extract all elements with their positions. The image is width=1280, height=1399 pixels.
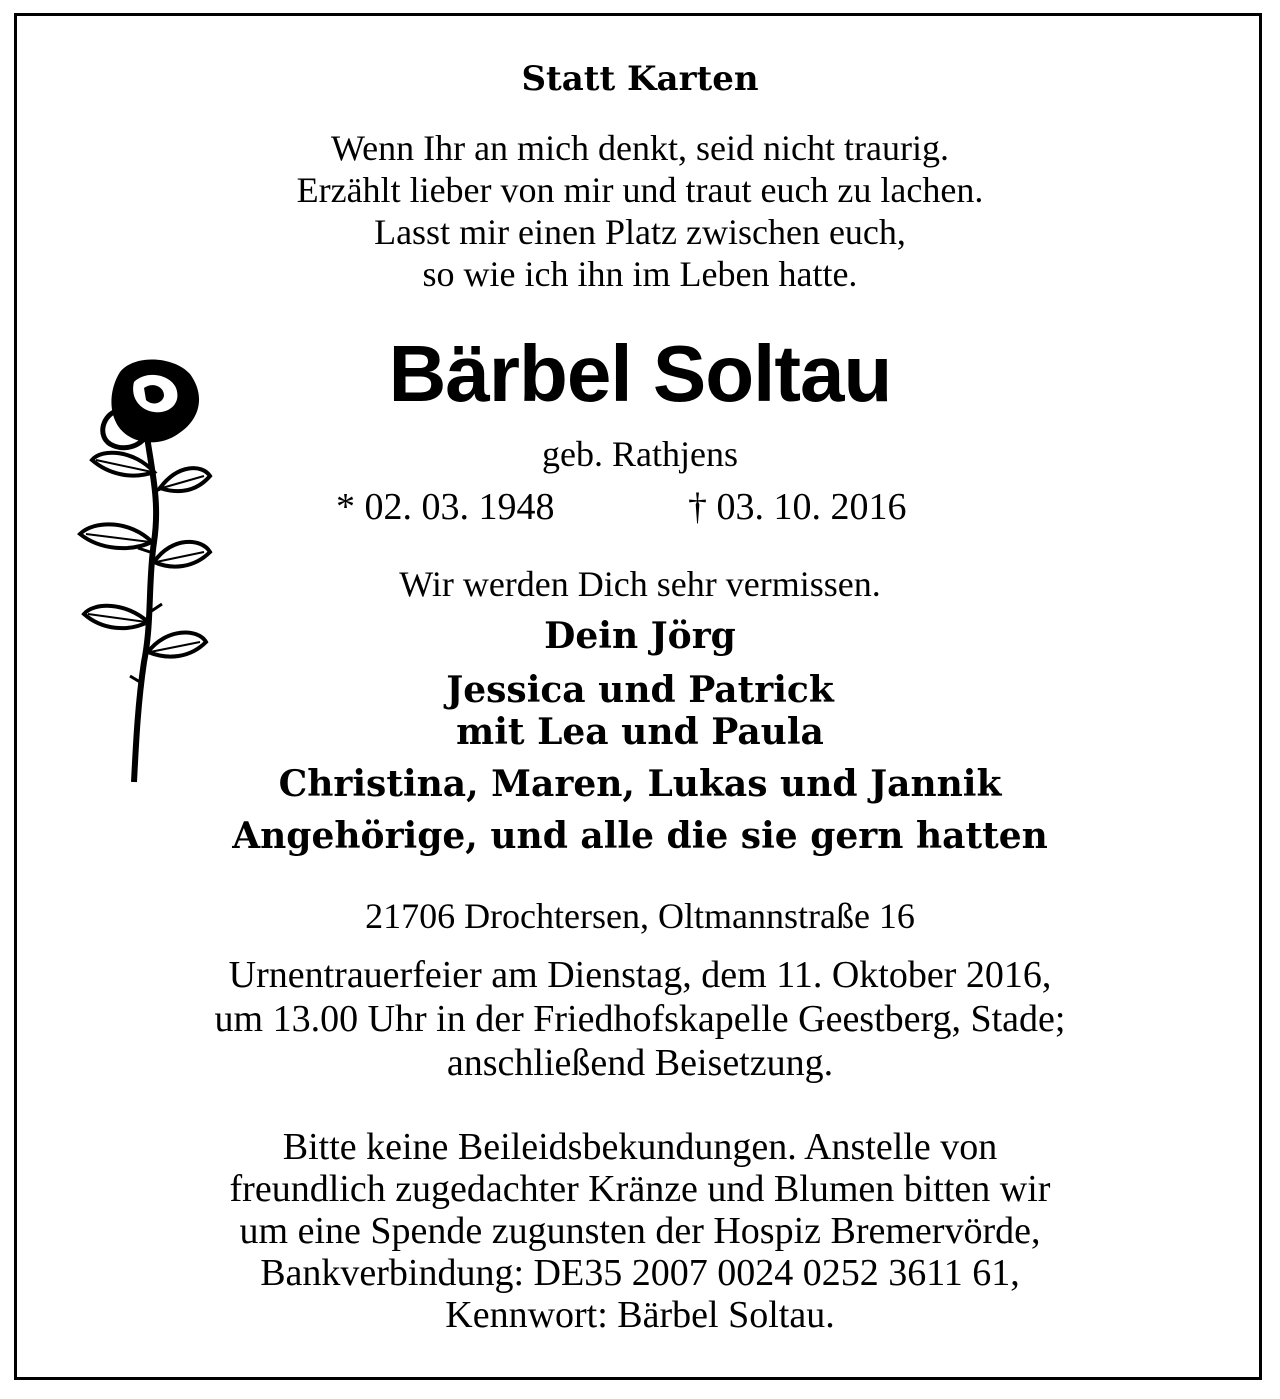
- ceremony-line: Urnentrauerfeier am Dienstag, dem 11. Oktober 2016,: [228, 954, 1052, 996]
- donation-line: Bitte keine Beileidsbekundungen. Anstelle von: [282, 1126, 998, 1168]
- poem-line: Wenn Ihr an mich denkt, seid nicht traurig.: [331, 128, 949, 168]
- signature-line: mit Lea und Paula: [456, 711, 824, 753]
- poem-line: so wie ich ihn im Leben hatte.: [422, 254, 858, 294]
- ceremony-line: anschließend Beisetzung.: [446, 1042, 834, 1084]
- header-statt-karten: Statt Karten: [521, 59, 759, 99]
- death-date: † 03. 10. 2016: [688, 486, 907, 528]
- signature-line: Christina, Maren, Lukas und Jannik: [278, 763, 1002, 805]
- donation-line: Kennwort: Bärbel Soltau.: [445, 1294, 835, 1336]
- deceased-name: Bärbel Soltau: [388, 329, 892, 418]
- donation-line: um eine Spende zugunsten der Hospiz Bremervörde,: [239, 1210, 1041, 1252]
- signature-line: Angehörige, und alle die sie gern hatten: [232, 815, 1048, 857]
- donation-line: freundlich zugedachter Kränze und Blumen bitten wir: [229, 1168, 1051, 1210]
- signature-line: Jessica und Patrick: [446, 669, 834, 711]
- poem-line: Lasst mir einen Platz zwischen euch,: [374, 212, 906, 252]
- poem-line: Erzählt lieber von mir und traut euch zu lachen.: [296, 170, 984, 210]
- maiden-name: geb. Rathjens: [542, 434, 738, 474]
- donation-line: Bankverbindung: DE35 2007 0024 0252 3611 61,: [260, 1252, 1020, 1294]
- signature-line: Dein Jörg: [544, 615, 736, 657]
- birth-date: * 02. 03. 1948: [336, 486, 555, 528]
- ceremony-line: um 13.00 Uhr in der Friedhofskapelle Geestberg, Stade;: [214, 998, 1066, 1040]
- farewell-line: Wir werden Dich sehr vermissen.: [399, 564, 881, 604]
- address-line: 21706 Drochtersen, Oltmannstraße 16: [365, 896, 915, 936]
